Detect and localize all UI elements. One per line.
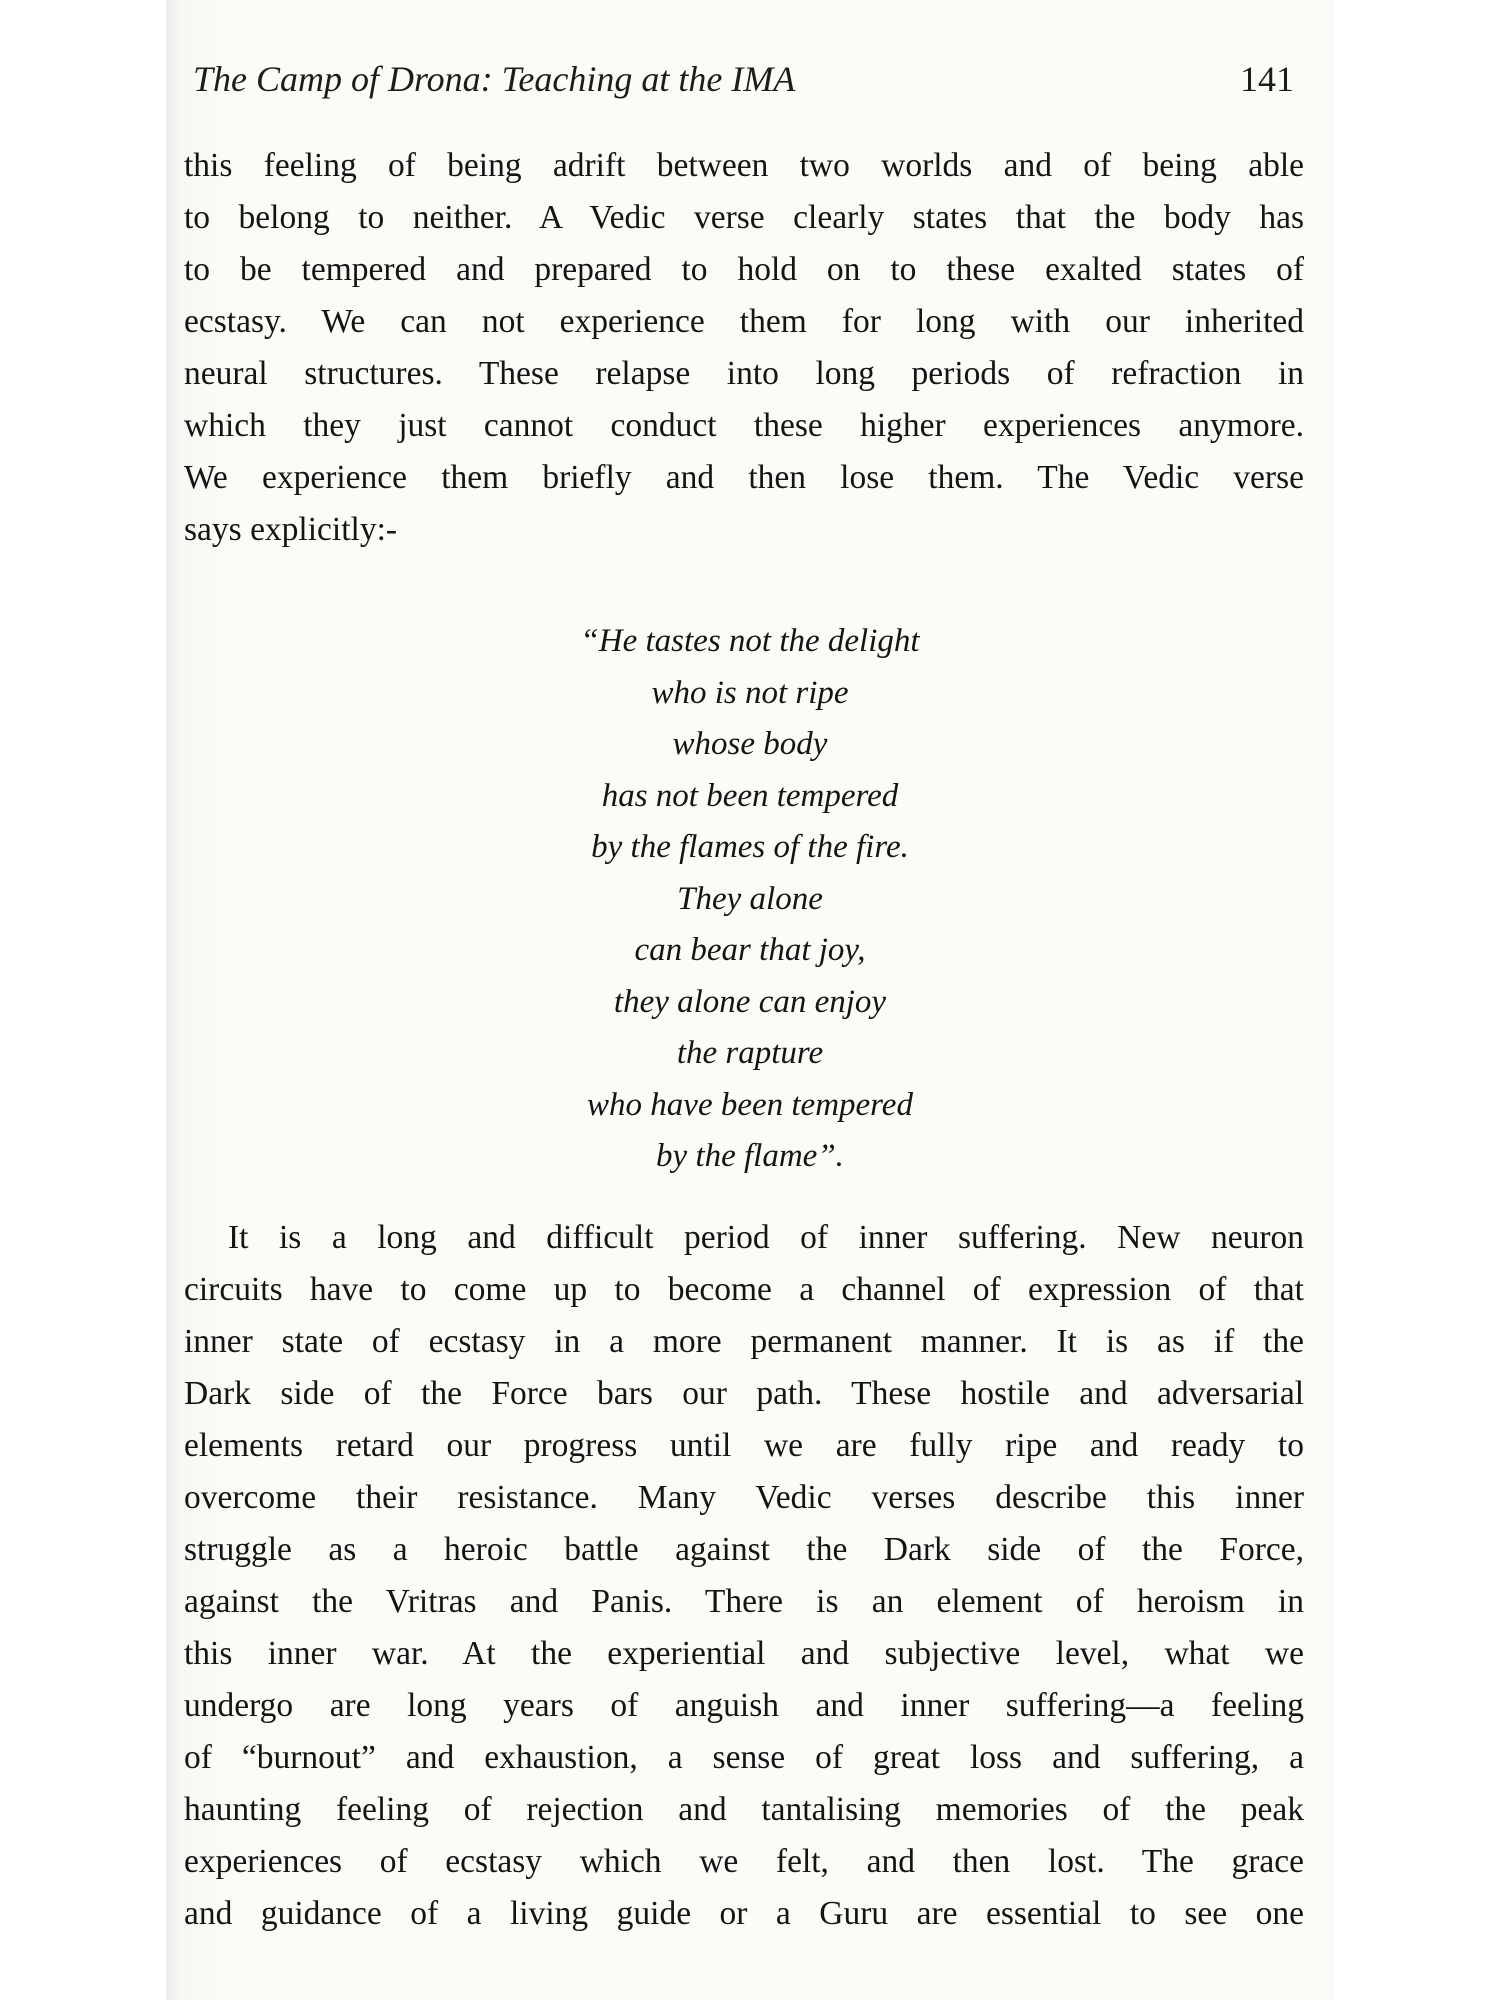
text-line: and guidance of a living guide or a Guru are essential to see one <box>184 1895 1304 1932</box>
text-line: this feeling of being adrift between two worlds and of being able <box>184 147 1304 184</box>
verse-line: “He tastes not the delight <box>580 623 920 659</box>
text-line: inner state of ecstasy in a more permanent manner. It is as if the <box>184 1323 1304 1360</box>
verse-line: the rapture <box>676 1035 824 1071</box>
text-line: ecstasy. We can not experience them for long with our inherited <box>184 303 1304 340</box>
text-line: circuits have to come up to become a channel of expression of that <box>184 1271 1304 1308</box>
text-line: It is a long and difficult period of inner suffering. New neuron <box>228 1219 1304 1256</box>
text-line: Dark side of the Force bars our path. These hostile and adversarial <box>184 1375 1304 1412</box>
text-line: overcome their resistance. Many Vedic verses describe this inner <box>184 1479 1304 1516</box>
text-line: to belong to neither. A Vedic verse clearly states that the body has <box>184 199 1304 236</box>
verse-line: can bear that joy, <box>634 932 866 968</box>
verse-line: They alone <box>677 880 823 917</box>
text-line: experiences of ecstasy which we felt, and then lost. The grace <box>184 1843 1304 1880</box>
text-line: haunting feeling of rejection and tantalising memories of the peak <box>184 1791 1304 1828</box>
text-line: elements retard our progress until we are fully ripe and ready to <box>184 1427 1304 1464</box>
text-line: struggle as a heroic battle against the Dark side of the Force, <box>184 1531 1304 1568</box>
text-line: neural structures. These relapse into long periods of refraction in <box>184 355 1304 392</box>
text-line: this inner war. At the experiential and subjective level, what we <box>184 1635 1304 1672</box>
paragraph-1 <box>184 140 1304 556</box>
verse-line: by the flames of the fire. <box>591 829 909 865</box>
text-line: against the Vritras and Panis. There is an element of heroism in <box>184 1583 1304 1620</box>
vedic-verse-quote <box>166 616 1334 1183</box>
text-line: which they just cannot conduct these higher experiences anymore. <box>184 407 1304 444</box>
text-line: We experience them briefly and then lose them. The Vedic verse <box>184 459 1304 496</box>
page-number: 141 <box>1240 59 1294 99</box>
verse-line: whose body <box>672 726 828 762</box>
text-line: of “burnout” and exhaustion, a sense of great loss and suffering, a <box>184 1739 1304 1776</box>
text-line: to be tempered and prepared to hold on to these exalted states of <box>184 251 1304 288</box>
text-line: says explicitly:- <box>184 511 398 548</box>
verse-line: by the flame”. <box>656 1138 844 1174</box>
book-page <box>166 0 1334 2000</box>
verse-line: who have been tempered <box>587 1086 913 1123</box>
running-header-title: The Camp of Drona: Teaching at the IMA <box>193 59 796 99</box>
verse-line: who is not ripe <box>651 674 849 711</box>
text-line: undergo are long years of anguish and inner suffering—a feeling <box>184 1687 1304 1724</box>
paragraph-2 <box>184 1212 1304 1940</box>
verse-line: they alone can enjoy <box>613 983 887 1020</box>
verse-line: has not been tempered <box>601 777 899 814</box>
